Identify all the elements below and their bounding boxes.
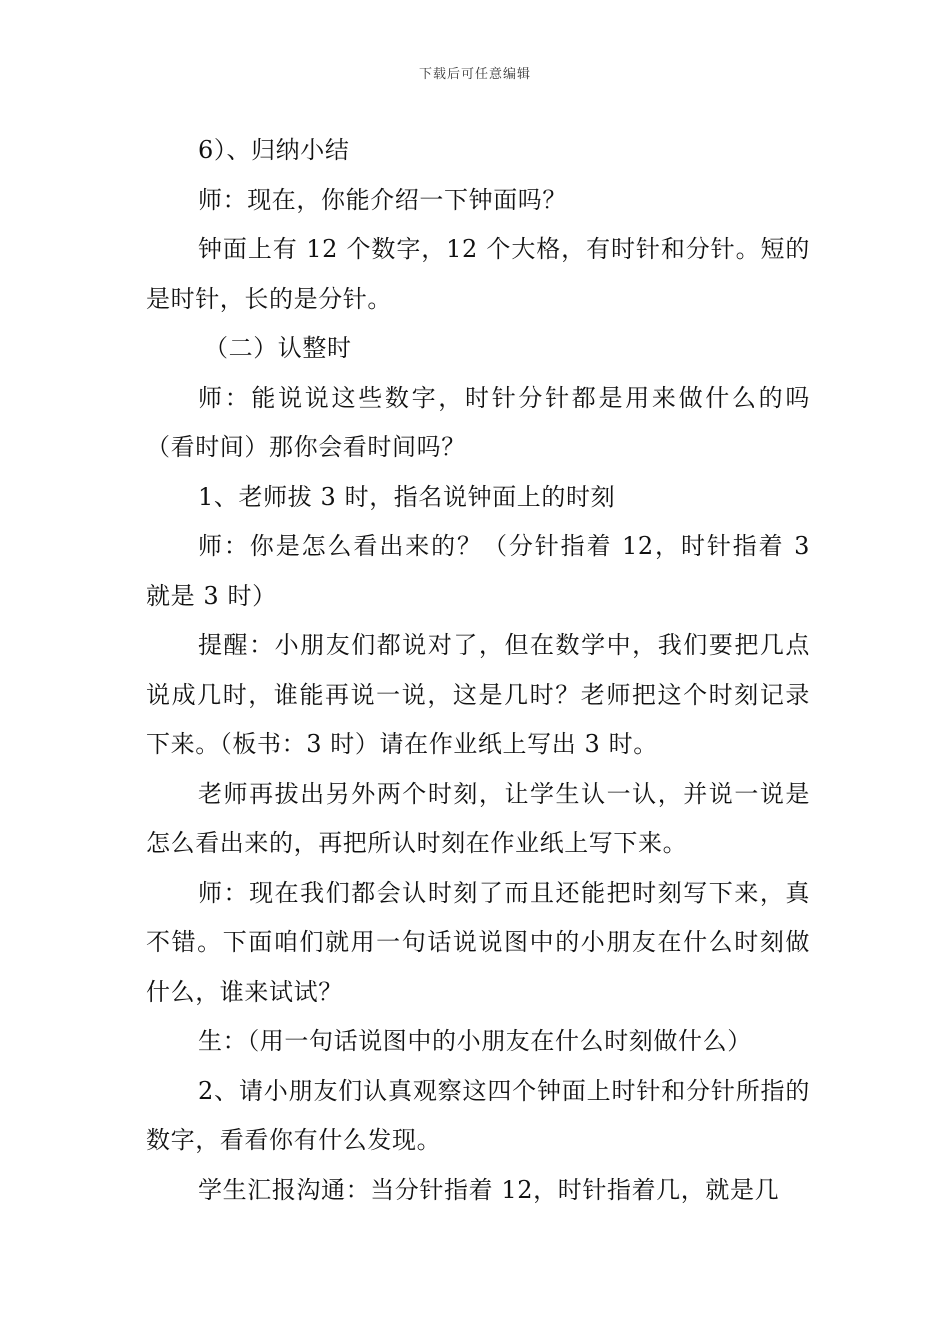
paragraph: 1、老师拔 3 时，指名说钟面上的时刻 <box>198 482 616 511</box>
paragraph: 提醒：小朋友们都说对了，但在数学中，我们要把几点说成几时，谁能再说一说，这是几时？老师把这个时刻记录下来。（板书：3 时）请在作业纸上写出 3 时。 <box>146 631 810 758</box>
section-heading-whole-hour: （二）认整时 <box>204 334 352 362</box>
paragraph: 2、请小朋友们认真观察这四个钟面上时针和分针所指的数字，看看你有什么发现。 <box>146 1076 810 1154</box>
page-header: 下载后可任意编辑 <box>418 67 531 82</box>
paragraph: 钟面上有 12 个数字，12 个大格，有时针和分针。短的是时针，长的是分针。 <box>146 235 810 313</box>
paragraph: 师：能说说这些数字，时针分针都是用来做什么的吗（看时间）那你会看时间吗？ <box>146 383 810 461</box>
paragraph: 老师再拔出另外两个时刻，让学生认一认，并说一说是怎么看出来的，再把所认时刻在作业纸上写下来。 <box>146 779 810 857</box>
paragraph: 师：现在，你能介绍一下钟面吗？ <box>198 185 567 214</box>
paragraph: 师：现在我们都会认时刻了而且还能把时刻写下来，真不错。下面咱们就用一句话说说图中的小朋友在什么时刻做什么，谁来试试？ <box>146 878 810 1006</box>
document-body <box>146 126 810 1215</box>
paragraph: 生：（用一句话说图中的小朋友在什么时刻做什么） <box>198 1027 752 1055</box>
paragraph: 学生汇报沟通：当分针指着 12，时针指着几，就是几 <box>198 1175 780 1204</box>
paragraph: 师：你是怎么看出来的？（分针指着 12，时针指着 3 就是 3 时） <box>146 532 810 610</box>
section-heading-summary: 6）、归纳小结 <box>198 136 350 164</box>
